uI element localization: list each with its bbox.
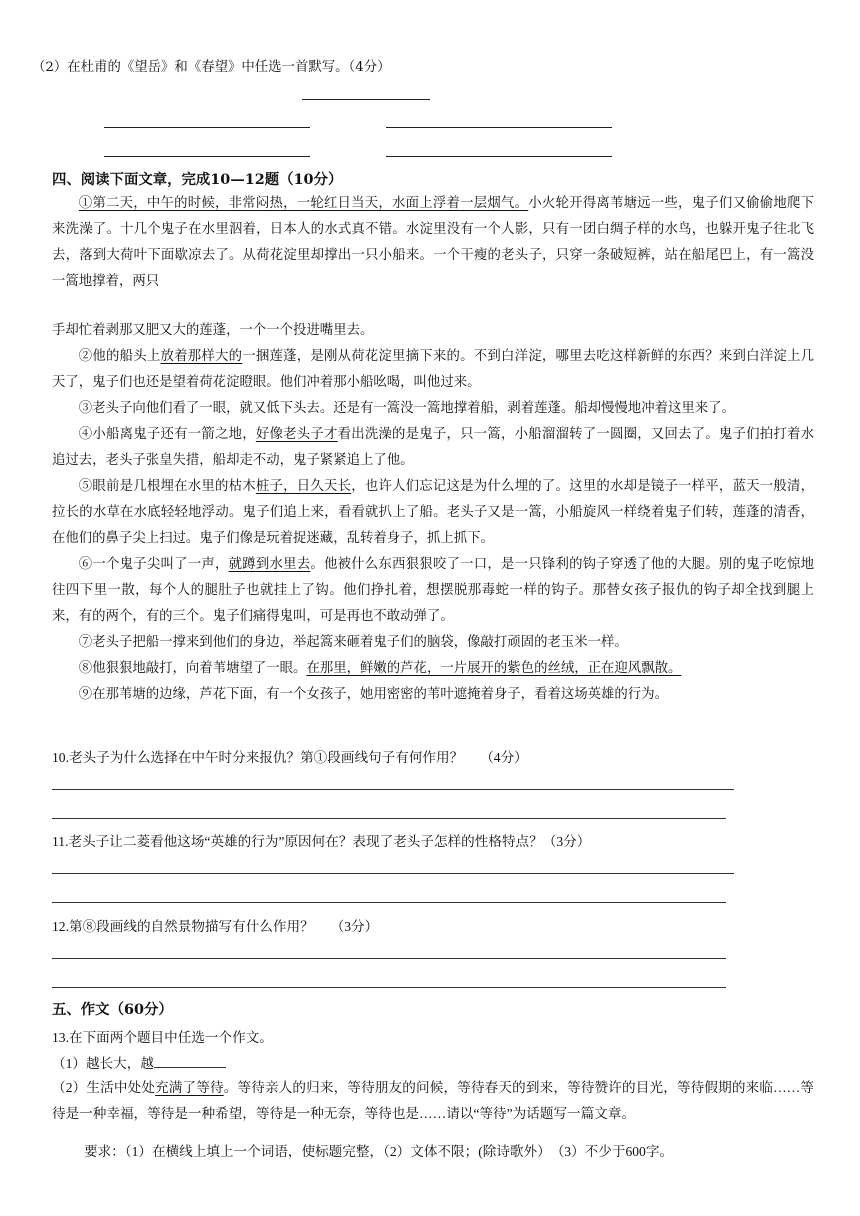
answer-line-10a[interactable] <box>52 789 734 790</box>
passage-paragraph-8: ⑧他狠狠地敲打，向着苇塘望了一眼。在那里，鲜嫩的芦花，一片展开的紫色的丝绒，正在迎风飘散。 <box>78 661 682 676</box>
answer-line-10b[interactable] <box>52 818 726 819</box>
passage-paragraph-3: ③老头子向他们看了一眼，就又低下头去。还是有一篙没一篙地撑着船，剥着莲蓬。船却慢慢地冲着这里来了。 <box>78 401 735 416</box>
essay-option-2: （2）生活中处处充满了等待。等待亲人的归来，等待朋友的问候，等待春天的到来，等待赞许的目光，等待假期的来临……等待是一种幸福，等待是一种希望，等待是一种无奈，等待也是……请以“等待”为话题写一篇文章。 <box>52 1080 815 1121</box>
passage-paragraph-7: ⑦老头子把船一撑来到他们的身边，举起篙来砸着鬼子们的脑袋，像敲打顽固的老玉米一样。 <box>78 635 628 650</box>
question-13: 13.在下面两个题目中任选一个作文。 <box>52 1030 273 1045</box>
passage-paragraph-5: ⑤眼前是几根埋在水里的枯木桩子，日久天长，也许人们忘记这是为什么埋的了。这里的水却是镜子一样平，蓝天一般清，拉长的水草在水底轻轻地浮动。鬼子们追上来，看看就扒上了船。老头子又是一篙，小船旋风一样绕着鬼子们转，莲蓬的清香，在他们的鼻子尖上扫过。鬼子们像是玩着捉迷藏，乱转着身子，抓上抓下。 <box>52 479 815 546</box>
question-11: 11.老头子让二菱看他这场“英雄的行为”原因何在？表现了老头子怎样的性格特点？（3分） <box>52 834 591 849</box>
poem-blank-2[interactable] <box>386 127 612 128</box>
poem-blank-4[interactable] <box>386 156 612 157</box>
passage-paragraph-4: ④小船离鬼子还有一箭之地，好像老头子才看出洗澡的是鬼子，只一篙，小船溜溜转了一圆圈，又回去了。鬼子们拍打着水追过去，老头子张皇失措，船却走不动，鬼子紧紧追上了他。 <box>52 427 815 468</box>
title-fill-blank[interactable] <box>154 1055 226 1068</box>
question-12: 12.第⑧段画线的自然景物描写有什么作用？ （3分） <box>52 919 379 934</box>
answer-line-12a[interactable] <box>52 958 726 959</box>
poem-blank-title[interactable] <box>302 99 430 100</box>
answer-line-11b[interactable] <box>52 902 726 903</box>
poem-blank-1[interactable] <box>104 127 310 128</box>
section-4-heading: 四、阅读下面文章，完成10—12题（10分） <box>52 171 343 188</box>
essay-option-1: （1）越长大，越 <box>52 1052 226 1072</box>
passage-paragraph-9: ⑨在那苇塘的边缘，芦花下面，有一个女孩子，她用密密的苇叶遮掩着身子，看着这场英雄的行为。 <box>78 687 668 702</box>
answer-line-11a[interactable] <box>52 873 734 874</box>
essay-requirements: 要求：（1）在横线上填上一个词语，使标题完整，（2）文体不限；(除诗歌外） （3）不少于600字。 <box>84 1144 674 1159</box>
passage-body <box>52 318 814 708</box>
passage-paragraph-6: ⑥一个鬼子尖叫了一声，就蹲到水里去。他被什么东西狠狠咬了一口，是一只锋利的钩子穿透了他的大腿。别的鬼子吃惊地往四下里一散，每个人的腿肚子也就挂上了钩。他们挣扎着，想摆脱那毒蛇一样的钩子。那替女孩子报仇的钩子却全找到腿上来，有的两个，有的三个。鬼子们痛得鬼叫，可是再也不敢动弹了。 <box>52 557 815 624</box>
underlined-scenery: 在那里，鲜嫩的芦花，一片展开的紫色的丝绒，正在迎风飘散。 <box>306 661 682 676</box>
answer-line-12b[interactable] <box>52 987 726 988</box>
poem-question: （2）在杜甫的《望岳》和《春望》中任选一首默写。（4分） <box>32 60 391 75</box>
passage-paragraph-1-cont: 手却忙着剥那又肥又大的莲蓬，一个一个投进嘴里去。 <box>52 323 374 338</box>
question-10: 10.老头子为什么选择在中午时分来报仇？第①段画线句子有何作用？ （4分） <box>52 750 528 765</box>
section-5-heading: 五、作文（60分） <box>52 1001 173 1018</box>
passage-paragraph-1: ①第二天，中午的时候，非常闷热，一轮红日当天，水面上浮着一层烟气。小火轮开得离苇塘远一些，鬼子们又偷偷地爬下来洗澡了。十几个鬼子在水里泅着，日本人的水式真不错。水淀里没有一个人影，只有一团白绸子样的水鸟，也躲开鬼子往北飞去，落到大荷叶下面歇凉去了。从荷花淀里却撑出一只小船来。一个干瘦的老头子，只穿一条破短裤，站在船尾巴上，有一篙没一篙地撑着，两只 <box>52 196 815 289</box>
passage-paragraph-2: ②他的船头上放着那样大的一捆莲蓬，是刚从荷花淀里摘下来的。不到白洋淀，哪里去吃这样新鲜的东西？来到白洋淀上几天了，鬼子们也还是望着荷花淀瞪眼。他们冲着那小船吆喝，叫他过来。 <box>52 349 815 390</box>
poem-blank-3[interactable] <box>104 156 310 157</box>
underlined-sentence-1: ①第二天，中午的时候，非常闷热，一轮红日当天，水面上浮着一层烟气。 <box>78 196 529 211</box>
